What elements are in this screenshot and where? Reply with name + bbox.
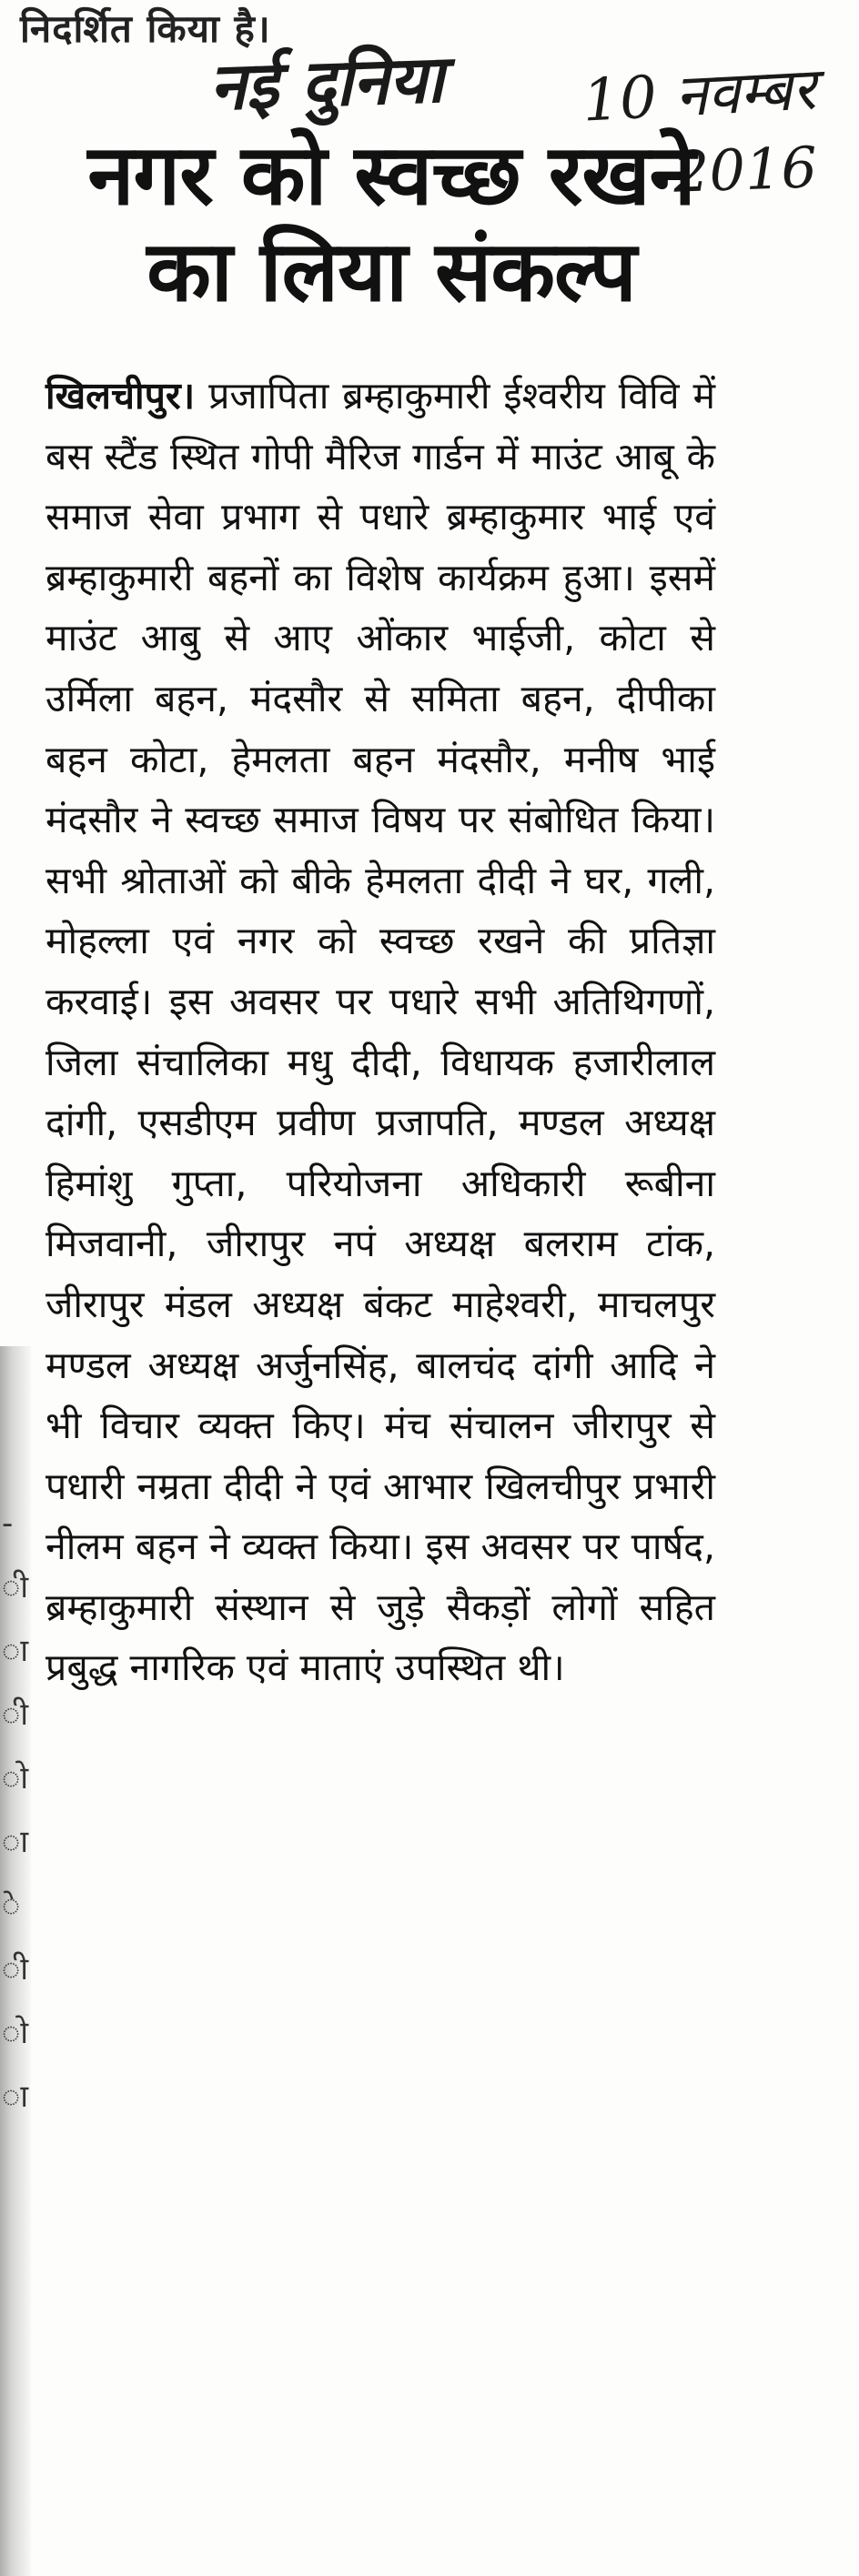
edge-fragment: ी xyxy=(2,1696,29,1733)
article-text: प्रजापिता ब्रम्हाकुमारी ईश्वरीय विवि में बस स्टैंड स्थित गोपी मैरिज गार्डन में माउंट आबू के समाज सेवा प्रभाग से पधारे ब्रम्हाकुमार भाई एवं ब्रम्हाकुमारी बहनों का विशेष कार्यक्रम हुआ। इसमें माउंट आबु से आए ओंकार भाईजी, कोटा से उर्मिला बहन, मंदसौर से समिता बहन, दीपीका बहन कोटा, हेमलता बहन मंदसौर, मनीष भाई मंदसौर ने स्वच्छ समाज विषय पर संबोधित किया। सभी श्रोताओं को बीके हेमलता दीदी ने घर, गली, मोहल्ला एवं नगर को स्वच्छ रखने की प्रतिज्ञा करवाई। इस अवसर पर पधारे सभी अतिथिगणों, जिला संचालिका मधु दीदी, विधायक हजारीलाल दांगी, एसडीएम प्रवीण प्रजापति, मण्डल अध्यक्ष हिमांशु गुप्ता, परियोजना अधिकारी रूबीना मिजवानी, जीरापुर नपं अध्यक्ष बलराम टांक, जीरापुर मंडल अध्यक्ष बंकट माहेश्वरी, माचलपुर मण्डल अध्यक्ष अर्जुनसिंह, बालचंद दांगी आदि ने भी विचार व्यक्त किए। मंच संचालन जीरापुर से पधारी नम्रता दीदी ने एवं आभार खिलचीपुर प्रभारी नीलम बहन ने व्यक्त किया। इस अवसर पर पार्षद, ब्रम्हाकुमारी संस्थान से जुड़े सैकड़ों लोगों सहित प्रबुद्ध नागरिक एवं माताएं उपस्थित थी। xyxy=(45,374,715,1690)
handwritten-date-note: 10 नवम्बर xyxy=(581,55,818,136)
edge-fragment: ा xyxy=(2,1633,29,1669)
previous-article-tail: निदर्शित किया है। xyxy=(20,6,271,51)
handwritten-year-note: 2016 xyxy=(672,134,819,206)
edge-fragment: - xyxy=(2,1505,14,1542)
adjacent-column-fragments xyxy=(2,1492,29,2128)
edge-fragment: े xyxy=(2,1887,21,1924)
edge-fragment: ा xyxy=(2,2078,29,2115)
edge-fragment: ो xyxy=(2,2015,29,2051)
edge-fragment: ो xyxy=(2,1760,29,1796)
edge-fragment: ा xyxy=(2,1824,29,1860)
handwritten-source-note: नई दुनिया xyxy=(207,39,446,126)
article-headline: नगर को स्वच्छ रखने का लिया संकल्प xyxy=(87,126,695,320)
article-dateline: खिलचीपुर। xyxy=(45,374,196,418)
edge-fragment: ी xyxy=(2,1951,29,1987)
edge-fragment: ी xyxy=(2,1569,29,1605)
article-body xyxy=(45,366,715,1698)
